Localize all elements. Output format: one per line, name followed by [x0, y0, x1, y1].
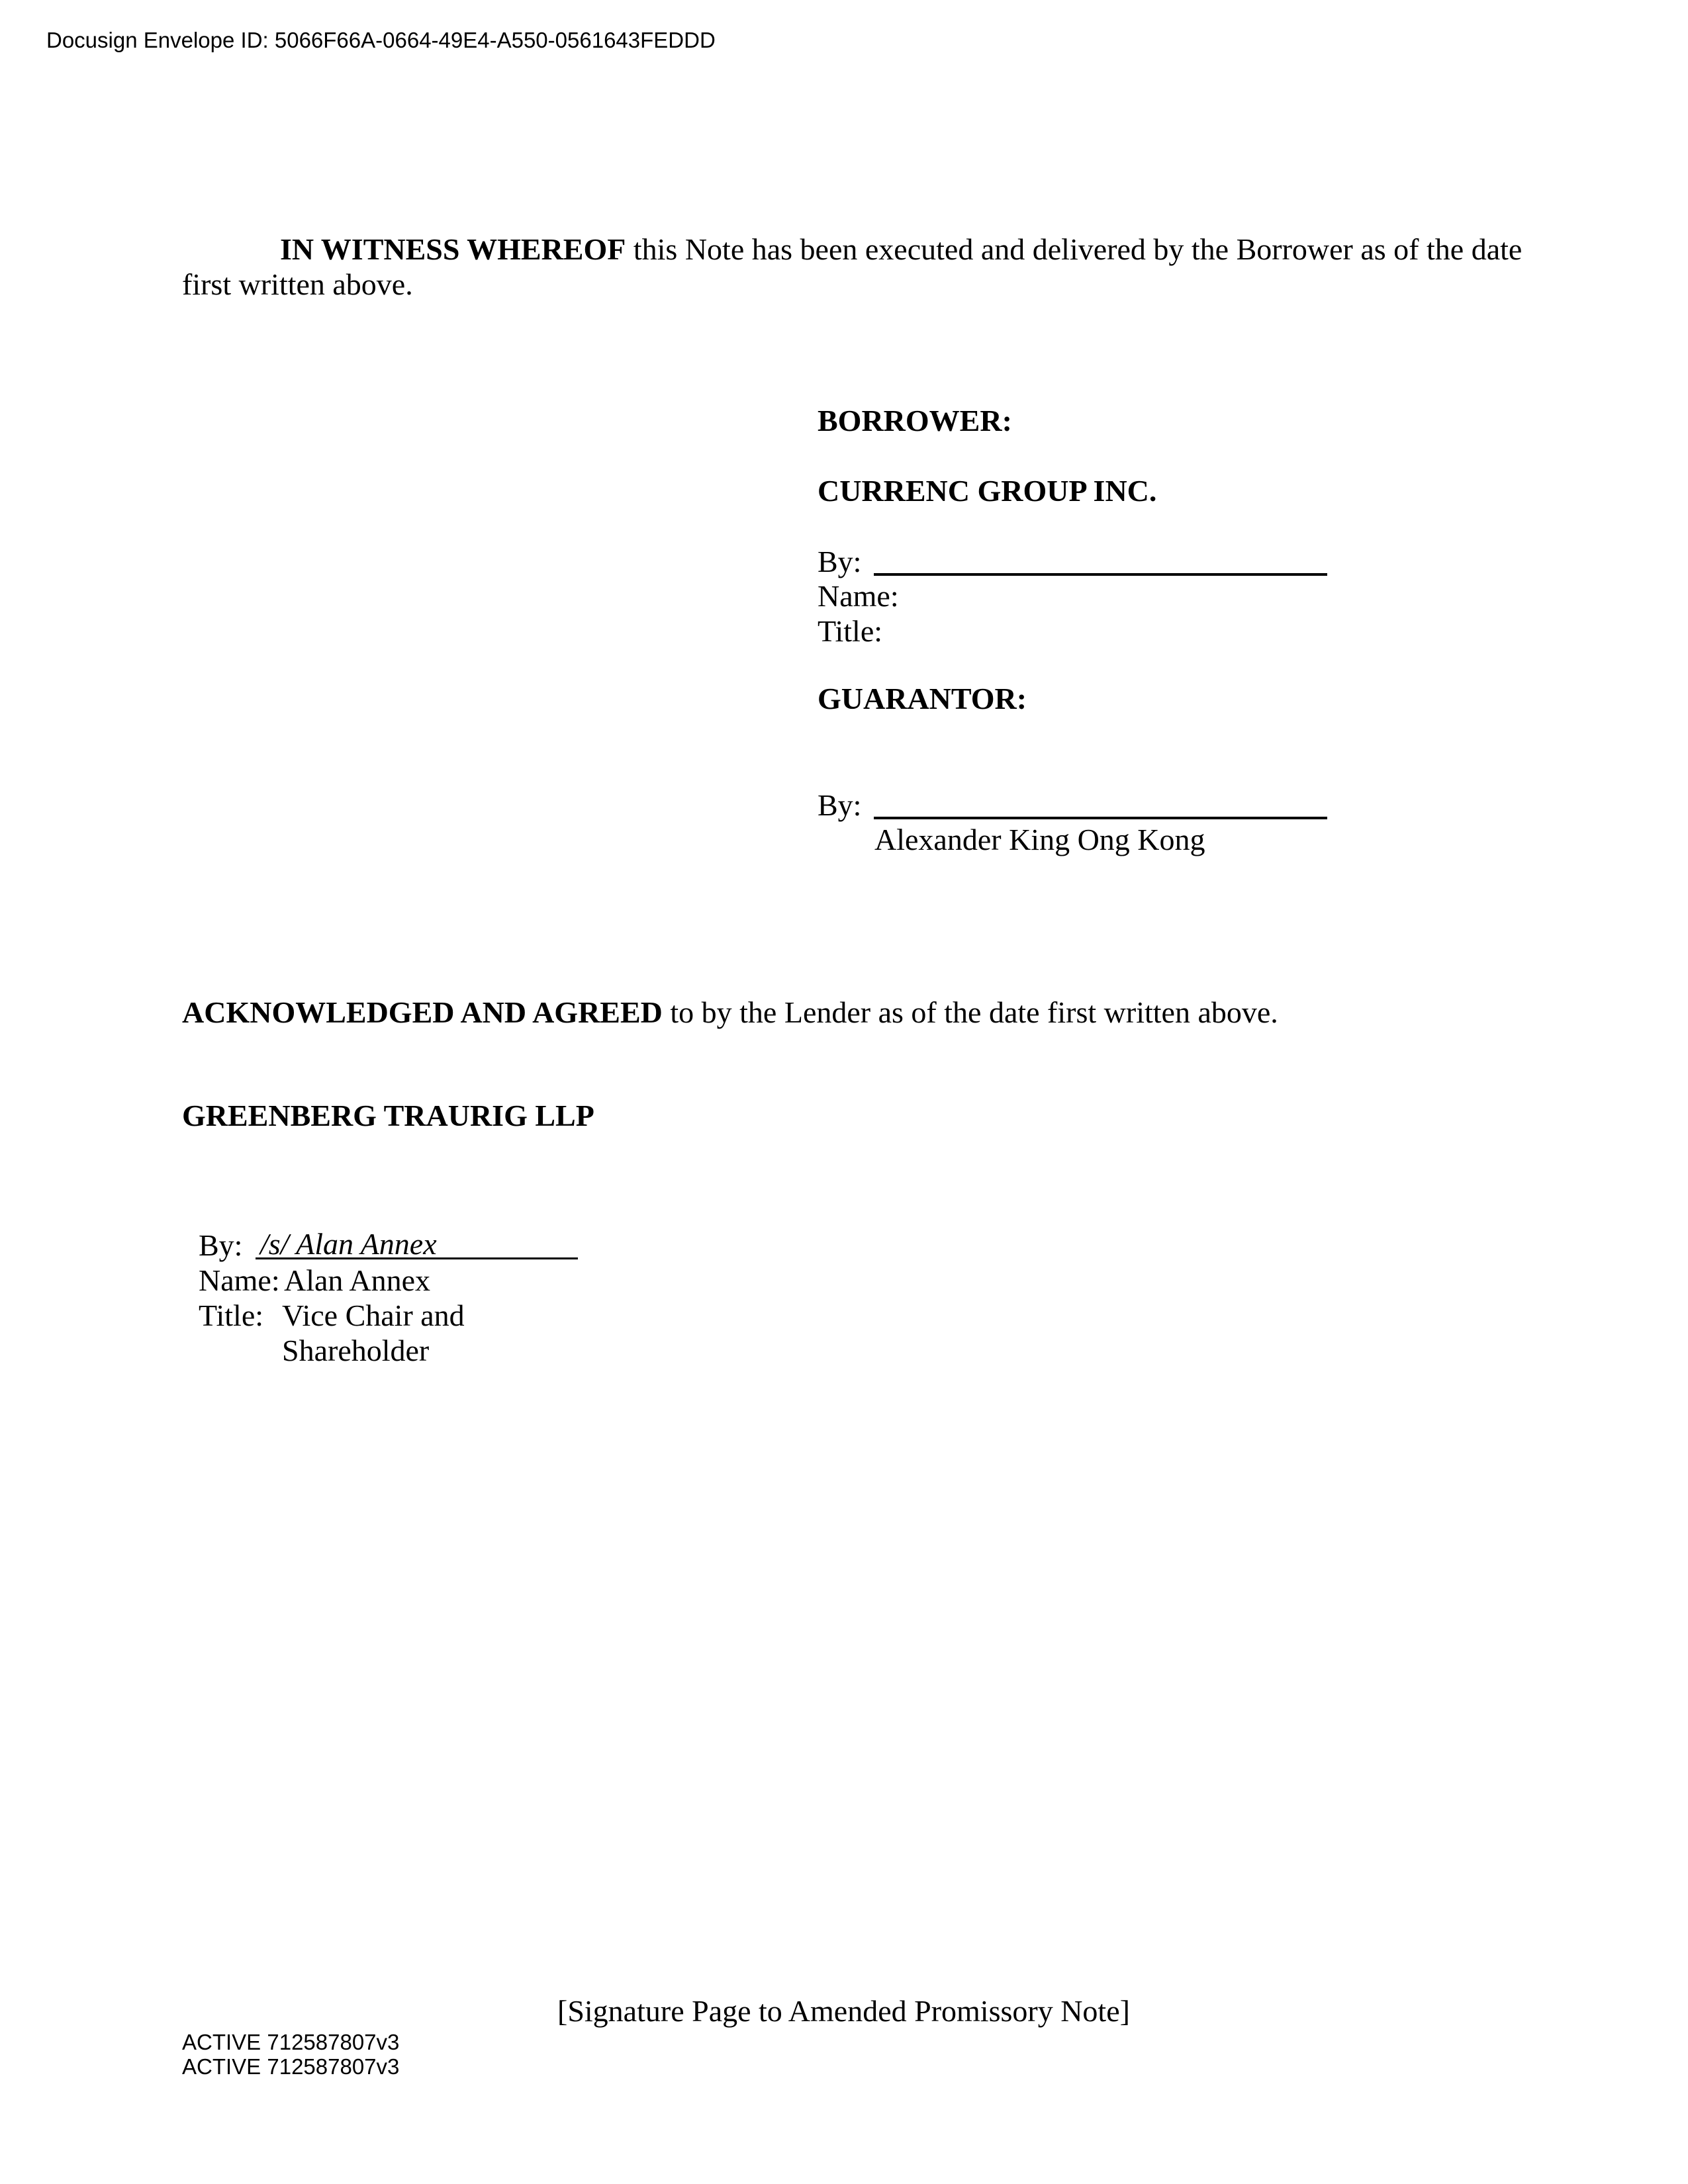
acknowledged-lead: ACKNOWLEDGED AND AGREED	[182, 995, 663, 1029]
guarantor-by-label: By:	[818, 788, 862, 822]
witness-text-line2: first written above.	[182, 267, 413, 301]
lender-title-line2: Shareholder	[282, 1334, 430, 1367]
lender-title-label: Title:	[199, 1298, 264, 1332]
lender-company: GREENBERG TRAURIG LLP	[182, 1099, 594, 1132]
borrower-by-label: By:	[818, 545, 862, 578]
witness-lead: IN WITNESS WHEREOF	[280, 232, 626, 266]
witness-paragraph-line1	[280, 232, 1522, 267]
borrower-name-label: Name:	[818, 579, 899, 613]
witness-text-line1: this Note has been executed and delivered by the Borrower as of the date	[626, 232, 1523, 266]
guarantor-heading: GUARANTOR:	[818, 682, 1027, 715]
footer-doc-id-1: ACTIVE 712587807v3	[182, 2030, 400, 2054]
borrower-heading: BORROWER:	[818, 404, 1012, 437]
acknowledged-paragraph	[182, 995, 1278, 1030]
borrower-company: CURRENC GROUP INC.	[818, 474, 1157, 508]
lender-name-label: Name:	[199, 1263, 280, 1297]
lender-title-line1: Vice Chair and	[282, 1298, 465, 1332]
borrower-title-label: Title:	[818, 614, 883, 648]
acknowledged-text: to by the Lender as of the date first written above.	[662, 995, 1278, 1029]
lender-signature-line	[256, 1257, 578, 1259]
lender-signature: /s/ Alan Annex	[260, 1227, 437, 1261]
footer-caption: [Signature Page to Amended Promissory Note]	[557, 1994, 1130, 2028]
lender-name: Alan Annex	[284, 1263, 431, 1297]
envelope-id: Docusign Envelope ID: 5066F66A-0664-49E4-A550-0561643FEDDD	[46, 28, 716, 52]
borrower-signature-line[interactable]	[874, 573, 1327, 576]
guarantor-signature-line[interactable]	[874, 817, 1327, 819]
footer-doc-id-2: ACTIVE 712587807v3	[182, 2054, 400, 2079]
lender-by-label: By:	[199, 1228, 243, 1262]
guarantor-name: Alexander King Ong Kong	[874, 823, 1205, 856]
